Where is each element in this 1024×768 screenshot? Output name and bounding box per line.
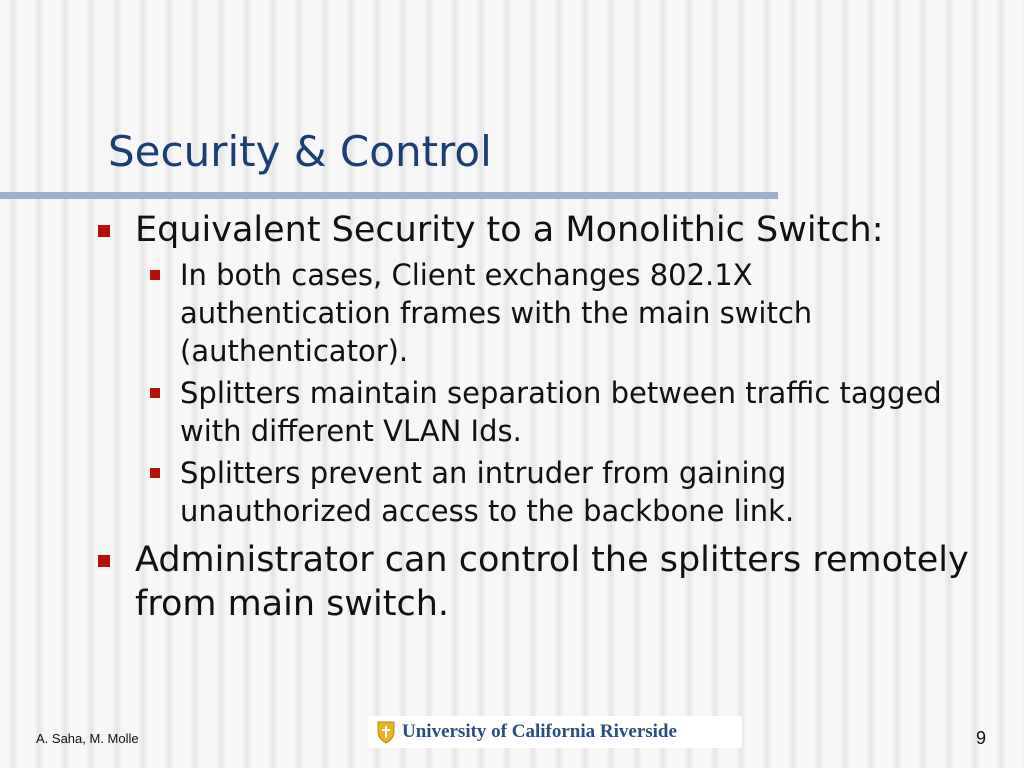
square-bullet-icon: [150, 468, 160, 478]
square-bullet-icon: [98, 225, 110, 237]
bullet-item: [0, 538, 995, 626]
sub-bullet-item: [0, 374, 960, 450]
sub-bullet-item: [0, 454, 960, 530]
footer-author: A. Saha, M. Molle: [36, 731, 139, 746]
sub-bullet-text: In both cases, Client exchanges 802.1X authentication frames with the main switch (authenticator).: [180, 258, 813, 368]
bullet-text: Equivalent Security to a Monolithic Switch:: [135, 210, 884, 250]
slide-title: Security & Control: [108, 127, 492, 176]
sub-bullet-text: Splitters maintain separation between traffic tagged with different VLAN Ids.: [180, 376, 942, 448]
page-number: 9: [976, 728, 987, 748]
square-bullet-icon: [150, 270, 160, 280]
bullet-text: Administrator can control the splitters remotely from main switch.: [135, 540, 969, 624]
bullet-item: [0, 208, 995, 252]
slide-content: [0, 208, 1024, 626]
title-divider: [0, 192, 778, 199]
sub-bullet-item: [0, 256, 960, 370]
square-bullet-icon: [150, 388, 160, 398]
logo-text: University of California Riverside: [402, 721, 677, 742]
university-logo: [368, 716, 742, 748]
ucr-shield-icon: [376, 720, 396, 744]
sub-bullet-text: Splitters prevent an intruder from gaining unauthorized access to the backbone link.: [180, 456, 795, 528]
square-bullet-icon: [98, 555, 110, 567]
